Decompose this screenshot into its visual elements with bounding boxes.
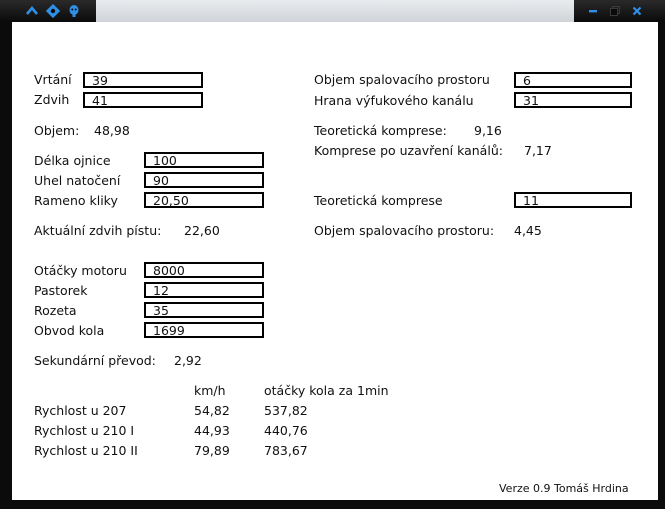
komprese-po-uzavreni-value: 7,17: [524, 143, 552, 158]
rameno-kliky-label: Rameno kliky: [34, 193, 118, 208]
teoreticka-komprese-label: Teoretická komprese:: [314, 123, 447, 138]
obvod-kola-label: Obvod kola: [34, 323, 105, 338]
version-label: Verze 0.9 Tomáš Hrdina: [499, 482, 629, 495]
rameno-kliky-input[interactable]: [144, 192, 264, 208]
zdvih-label: Zdvih: [34, 92, 70, 107]
aktualni-zdvih-label: Aktuální zdvih pístu:: [34, 223, 162, 238]
row-label: Rychlost u 210 II: [34, 443, 138, 458]
komprese-po-uzavreni-label: Komprese po uzavření kanálů:: [314, 143, 503, 158]
alien-head-icon[interactable]: [66, 3, 82, 19]
settings-icon[interactable]: [45, 3, 61, 19]
teoreticka-komprese-input-label: Teoretická komprese: [314, 193, 443, 208]
otacky-kola-value: 783,67: [264, 443, 308, 458]
teoreticka-komprese-input[interactable]: [514, 192, 632, 208]
vysledny-objem-spalovaciho-prostoru-label: Objem spalovacího prostoru:: [314, 223, 495, 238]
sekundarni-prevod-value: 2,92: [174, 353, 202, 368]
vrtani-label: Vrtání: [34, 72, 72, 87]
calculator-panel: [12, 22, 658, 500]
restore-icon[interactable]: [607, 3, 623, 19]
objem-spalovaciho-prostoru-input[interactable]: [514, 72, 632, 88]
teoreticka-komprese-value: 9,16: [474, 123, 502, 138]
otacky-kola-value: 440,76: [264, 423, 308, 438]
otacky-motoru-label: Otáčky motoru: [34, 263, 127, 278]
kmh-value: 44,93: [194, 423, 230, 438]
title-bar-caption-area[interactable]: [96, 0, 574, 22]
rozeta-input[interactable]: [144, 302, 264, 318]
minimize-icon[interactable]: [585, 3, 601, 19]
column-header-kmh: km/h: [194, 383, 226, 398]
title-bar-left-icons: [24, 3, 82, 19]
row-label: Rychlost u 210 I: [34, 423, 135, 438]
vysledny-objem-spalovaciho-prostoru-value: 4,45: [514, 223, 542, 238]
uhel-natoceni-input[interactable]: [144, 172, 264, 188]
row-label: Rychlost u 207: [34, 403, 127, 418]
hrana-vyfukoveho-kanalu-input[interactable]: [514, 92, 632, 108]
title-bar: [0, 0, 665, 22]
pastorek-input[interactable]: [144, 282, 264, 298]
hrana-vyfukoveho-kanalu-label: Hrana výfukového kanálu: [314, 93, 474, 108]
otacky-kola-value: 537,82: [264, 403, 308, 418]
obvod-kola-input[interactable]: [144, 322, 264, 338]
column-header-otacky-kola: otáčky kola za 1min: [264, 383, 389, 398]
sekundarni-prevod-label: Sekundární převod:: [34, 353, 156, 368]
rozeta-label: Rozeta: [34, 303, 77, 318]
close-icon[interactable]: [629, 3, 645, 19]
otacky-motoru-input[interactable]: [144, 262, 264, 278]
kmh-value: 79,89: [194, 443, 230, 458]
aktualni-zdvih-value: 22,60: [184, 223, 220, 238]
window-controls: [585, 3, 645, 19]
uhel-natoceni-label: Uhel natočení: [34, 173, 121, 188]
pastorek-label: Pastorek: [34, 283, 88, 298]
objem-spalovaciho-prostoru-label: Objem spalovacího prostoru: [314, 72, 490, 87]
vrtani-input[interactable]: [83, 72, 203, 88]
delka-ojnice-input[interactable]: [144, 152, 264, 168]
zdvih-input[interactable]: [83, 92, 203, 108]
delka-ojnice-label: Délka ojnice: [34, 153, 111, 168]
chevron-up-icon[interactable]: [24, 3, 40, 19]
objem-value: 48,98: [94, 123, 130, 138]
kmh-value: 54,82: [194, 403, 230, 418]
objem-label: Objem:: [34, 123, 80, 138]
